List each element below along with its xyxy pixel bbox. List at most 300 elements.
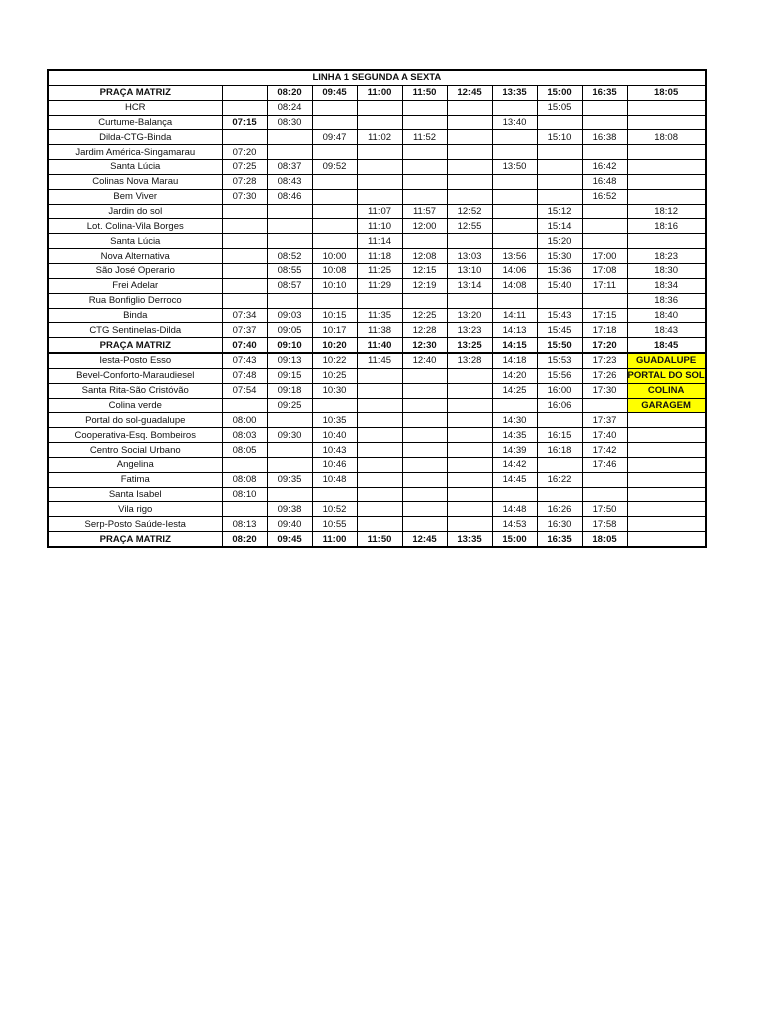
time-cell — [402, 487, 447, 502]
time-cell — [537, 293, 582, 308]
time-cell: 08:00 — [222, 413, 267, 428]
time-cell — [267, 204, 312, 219]
time-cell — [357, 443, 402, 458]
time-cell — [312, 398, 357, 413]
time-cell: 15:12 — [537, 204, 582, 219]
time-cell: 10:55 — [312, 517, 357, 532]
time-cell — [447, 472, 492, 487]
time-cell — [447, 383, 492, 398]
header-time: 15:00 — [537, 85, 582, 100]
time-cell — [357, 293, 402, 308]
header-time: 18:05 — [627, 85, 706, 100]
time-cell: 17:26 — [582, 368, 627, 383]
time-cell — [402, 517, 447, 532]
time-cell: 14:35 — [492, 428, 537, 443]
time-cell: 09:38 — [267, 502, 312, 517]
time-cell — [267, 457, 312, 472]
time-cell — [447, 398, 492, 413]
time-cell — [402, 160, 447, 175]
time-cell — [537, 487, 582, 502]
time-cell: 13:03 — [447, 249, 492, 264]
table-row — [48, 249, 706, 264]
time-cell: 07:30 — [222, 189, 267, 204]
time-cell — [492, 219, 537, 234]
time-cell — [447, 368, 492, 383]
header-row — [48, 85, 706, 100]
time-cell: 10:15 — [312, 308, 357, 323]
time-cell — [267, 443, 312, 458]
time-cell — [357, 398, 402, 413]
time-cell — [447, 160, 492, 175]
time-cell: 11:02 — [357, 130, 402, 145]
header-stop: PRAÇA MATRIZ — [48, 85, 222, 100]
time-cell — [312, 219, 357, 234]
destination-badge: GUADALUPE — [627, 353, 706, 368]
stop-name: Jardin do sol — [48, 204, 222, 219]
time-cell — [447, 100, 492, 115]
time-cell — [402, 472, 447, 487]
time-cell — [627, 443, 706, 458]
time-cell: 08:37 — [267, 160, 312, 175]
time-cell: 12:28 — [402, 323, 447, 338]
time-cell: 14:53 — [492, 517, 537, 532]
time-cell — [357, 100, 402, 115]
time-cell — [357, 383, 402, 398]
time-cell — [402, 457, 447, 472]
table-row — [48, 487, 706, 502]
time-cell: 15:43 — [537, 308, 582, 323]
time-cell: 12:55 — [447, 219, 492, 234]
time-cell — [402, 174, 447, 189]
time-cell — [627, 532, 706, 547]
time-cell — [537, 189, 582, 204]
time-cell: 14:06 — [492, 263, 537, 278]
time-cell: 16:38 — [582, 130, 627, 145]
table-row — [48, 517, 706, 532]
time-cell — [267, 130, 312, 145]
time-cell: 17:30 — [582, 383, 627, 398]
time-cell: 09:40 — [267, 517, 312, 532]
time-cell: 12:45 — [402, 532, 447, 547]
table-row — [48, 532, 706, 547]
time-cell: 14:45 — [492, 472, 537, 487]
time-cell: 18:34 — [627, 278, 706, 293]
time-cell — [402, 368, 447, 383]
time-cell: 18:16 — [627, 219, 706, 234]
header-time: 12:45 — [447, 85, 492, 100]
time-cell — [402, 100, 447, 115]
time-cell: 15:14 — [537, 219, 582, 234]
time-cell: 08:52 — [267, 249, 312, 264]
table-row — [48, 115, 706, 130]
time-cell — [222, 278, 267, 293]
time-cell — [312, 293, 357, 308]
time-cell — [357, 472, 402, 487]
stop-name: Colinas Nova Marau — [48, 174, 222, 189]
time-cell: 10:17 — [312, 323, 357, 338]
table-row — [48, 383, 706, 398]
time-cell: 10:30 — [312, 383, 357, 398]
time-cell: 17:18 — [582, 323, 627, 338]
time-cell: 14:30 — [492, 413, 537, 428]
header-time — [222, 85, 267, 100]
time-cell: 16:06 — [537, 398, 582, 413]
time-cell: 09:03 — [267, 308, 312, 323]
time-cell — [402, 398, 447, 413]
time-cell — [627, 234, 706, 249]
time-cell — [537, 457, 582, 472]
time-cell: 09:13 — [267, 353, 312, 368]
time-cell: 17:37 — [582, 413, 627, 428]
time-cell: 14:11 — [492, 308, 537, 323]
time-cell: 14:15 — [492, 338, 537, 353]
time-cell: 16:18 — [537, 443, 582, 458]
header-time: 09:45 — [312, 85, 357, 100]
time-cell: 16:48 — [582, 174, 627, 189]
time-cell: 15:10 — [537, 130, 582, 145]
time-cell: 13:23 — [447, 323, 492, 338]
time-cell: 08:24 — [267, 100, 312, 115]
table-row — [48, 323, 706, 338]
time-cell — [492, 189, 537, 204]
time-cell — [447, 130, 492, 145]
time-cell: 08:05 — [222, 443, 267, 458]
time-cell: 08:46 — [267, 189, 312, 204]
time-cell: 18:40 — [627, 308, 706, 323]
time-cell — [582, 100, 627, 115]
table-row — [48, 160, 706, 175]
time-cell: 09:30 — [267, 428, 312, 443]
stop-name: Colina verde — [48, 398, 222, 413]
time-cell: 09:05 — [267, 323, 312, 338]
time-cell — [357, 115, 402, 130]
table-row — [48, 278, 706, 293]
time-cell: 14:39 — [492, 443, 537, 458]
time-cell — [627, 174, 706, 189]
time-cell — [627, 457, 706, 472]
time-cell: 08:08 — [222, 472, 267, 487]
time-cell — [537, 160, 582, 175]
time-cell: 11:29 — [357, 278, 402, 293]
time-cell — [492, 100, 537, 115]
stop-name: Bem Viver — [48, 189, 222, 204]
time-cell: 13:35 — [447, 532, 492, 547]
time-cell: 13:56 — [492, 249, 537, 264]
stop-name: Binda — [48, 308, 222, 323]
table-row — [48, 204, 706, 219]
stop-name: Santa Isabel — [48, 487, 222, 502]
table-row — [48, 189, 706, 204]
time-cell: 15:05 — [537, 100, 582, 115]
time-cell — [312, 189, 357, 204]
time-cell — [582, 472, 627, 487]
time-cell: 11:07 — [357, 204, 402, 219]
time-cell — [447, 457, 492, 472]
time-cell: 10:48 — [312, 472, 357, 487]
stop-name: Serp-Posto Saúde-Iesta — [48, 517, 222, 532]
destination-badge: GARAGEM — [627, 398, 706, 413]
time-cell: 17:58 — [582, 517, 627, 532]
time-cell: 07:37 — [222, 323, 267, 338]
time-cell: 18:30 — [627, 263, 706, 278]
table-row — [48, 413, 706, 428]
time-cell — [402, 234, 447, 249]
time-cell: 17:23 — [582, 353, 627, 368]
time-cell: 14:08 — [492, 278, 537, 293]
time-cell — [627, 502, 706, 517]
destination-badge: COLINA — [627, 383, 706, 398]
table-row — [48, 174, 706, 189]
title-row — [48, 70, 706, 85]
time-cell: 12:19 — [402, 278, 447, 293]
time-cell: 14:42 — [492, 457, 537, 472]
time-cell: 12:40 — [402, 353, 447, 368]
time-cell: 14:48 — [492, 502, 537, 517]
schedule-table — [47, 69, 707, 548]
time-cell — [222, 100, 267, 115]
stop-name: Santa Rita-São Cristóvão — [48, 383, 222, 398]
time-cell — [627, 189, 706, 204]
time-cell — [627, 472, 706, 487]
time-cell — [402, 293, 447, 308]
time-cell — [357, 368, 402, 383]
header-time: 08:20 — [267, 85, 312, 100]
time-cell — [627, 428, 706, 443]
time-cell — [222, 263, 267, 278]
time-cell: 17:50 — [582, 502, 627, 517]
stop-name: Jardim América-Singamarau — [48, 145, 222, 160]
time-cell: 12:08 — [402, 249, 447, 264]
stop-name: Santa Lúcia — [48, 160, 222, 175]
time-cell — [492, 145, 537, 160]
time-cell: 18:05 — [582, 532, 627, 547]
header-time: 11:50 — [402, 85, 447, 100]
time-cell: 18:45 — [627, 338, 706, 353]
time-cell — [537, 174, 582, 189]
time-cell: 17:20 — [582, 338, 627, 353]
table-row — [48, 234, 706, 249]
time-cell — [492, 234, 537, 249]
time-cell — [222, 204, 267, 219]
header-time: 13:35 — [492, 85, 537, 100]
table-row — [48, 457, 706, 472]
time-cell — [447, 234, 492, 249]
time-cell — [492, 398, 537, 413]
time-cell — [357, 160, 402, 175]
time-cell: 12:15 — [402, 263, 447, 278]
destination-badge: PORTAL DO SOL — [627, 370, 705, 382]
time-cell — [627, 413, 706, 428]
stop-name: Curtume-Balança — [48, 115, 222, 130]
schedule-body — [48, 70, 706, 547]
time-cell: 08:03 — [222, 428, 267, 443]
time-cell — [492, 130, 537, 145]
time-cell — [222, 502, 267, 517]
time-cell: 08:55 — [267, 263, 312, 278]
time-cell: 15:20 — [537, 234, 582, 249]
time-cell: 15:53 — [537, 353, 582, 368]
time-cell: 15:56 — [537, 368, 582, 383]
time-cell: 17:46 — [582, 457, 627, 472]
time-cell: 16:42 — [582, 160, 627, 175]
time-cell: 10:20 — [312, 338, 357, 353]
time-cell — [222, 457, 267, 472]
time-cell — [222, 293, 267, 308]
time-cell: 08:57 — [267, 278, 312, 293]
time-cell — [267, 293, 312, 308]
stop-name: PRAÇA MATRIZ — [48, 338, 222, 353]
time-cell — [402, 145, 447, 160]
time-cell: 12:30 — [402, 338, 447, 353]
time-cell — [447, 517, 492, 532]
stop-name: Vila rigo — [48, 502, 222, 517]
time-cell: 11:50 — [357, 532, 402, 547]
time-cell — [447, 487, 492, 502]
time-cell: 10:46 — [312, 457, 357, 472]
time-cell — [582, 145, 627, 160]
time-cell: 16:22 — [537, 472, 582, 487]
time-cell: 08:30 — [267, 115, 312, 130]
stop-name: Angelina — [48, 457, 222, 472]
time-cell: 15:00 — [492, 532, 537, 547]
time-cell — [537, 115, 582, 130]
time-cell — [492, 174, 537, 189]
time-cell: 13:28 — [447, 353, 492, 368]
time-cell: 07:25 — [222, 160, 267, 175]
time-cell: 10:10 — [312, 278, 357, 293]
time-cell — [582, 219, 627, 234]
table-row — [48, 293, 706, 308]
time-cell: 16:00 — [537, 383, 582, 398]
time-cell — [222, 398, 267, 413]
time-cell — [402, 383, 447, 398]
time-cell: 11:52 — [402, 130, 447, 145]
time-cell — [312, 234, 357, 249]
time-cell — [537, 145, 582, 160]
time-cell: 15:40 — [537, 278, 582, 293]
time-cell: 09:35 — [267, 472, 312, 487]
time-cell — [402, 115, 447, 130]
time-cell: 11:35 — [357, 308, 402, 323]
time-cell: 14:20 — [492, 368, 537, 383]
time-cell — [312, 115, 357, 130]
time-cell — [357, 487, 402, 502]
table-row — [48, 308, 706, 323]
stop-name: Centro Social Urbano — [48, 443, 222, 458]
table-row — [48, 428, 706, 443]
time-cell: 11:57 — [402, 204, 447, 219]
stop-name: CTG Sentinelas-Dilda — [48, 323, 222, 338]
time-cell: 18:36 — [627, 293, 706, 308]
time-cell: 07:20 — [222, 145, 267, 160]
time-cell — [582, 293, 627, 308]
stop-name: Nova Alternativa — [48, 249, 222, 264]
time-cell: 08:10 — [222, 487, 267, 502]
time-cell — [627, 100, 706, 115]
time-cell — [312, 145, 357, 160]
time-cell — [627, 145, 706, 160]
time-cell: 16:35 — [537, 532, 582, 547]
time-cell — [357, 413, 402, 428]
time-cell: 09:47 — [312, 130, 357, 145]
time-cell: 12:00 — [402, 219, 447, 234]
table-row — [48, 472, 706, 487]
table-row — [48, 398, 706, 413]
time-cell: 10:43 — [312, 443, 357, 458]
time-cell: 16:30 — [537, 517, 582, 532]
time-cell: 17:11 — [582, 278, 627, 293]
time-cell: 07:34 — [222, 308, 267, 323]
time-cell — [267, 413, 312, 428]
time-cell: 07:48 — [222, 368, 267, 383]
time-cell: 10:52 — [312, 502, 357, 517]
time-cell: 09:25 — [267, 398, 312, 413]
time-cell: 11:38 — [357, 323, 402, 338]
time-cell: 13:14 — [447, 278, 492, 293]
time-cell — [447, 115, 492, 130]
table-row — [48, 368, 706, 383]
time-cell: 18:12 — [627, 204, 706, 219]
time-cell: 10:40 — [312, 428, 357, 443]
time-cell — [357, 457, 402, 472]
table-row — [48, 219, 706, 234]
time-cell: 17:15 — [582, 308, 627, 323]
time-cell: 07:15 — [222, 115, 267, 130]
time-cell — [537, 413, 582, 428]
stop-name: Bevel-Conforto-Maraudiesel — [48, 368, 222, 383]
time-cell: 16:15 — [537, 428, 582, 443]
time-cell: 09:10 — [267, 338, 312, 353]
time-cell: 15:30 — [537, 249, 582, 264]
time-cell: 11:18 — [357, 249, 402, 264]
table-row — [48, 353, 706, 368]
time-cell: 17:42 — [582, 443, 627, 458]
stop-name: São José Operario — [48, 263, 222, 278]
stop-name: PRAÇA MATRIZ — [48, 532, 222, 547]
stop-name: Lot. Colina-Vila Borges — [48, 219, 222, 234]
time-cell — [582, 204, 627, 219]
stop-name: Cooperativa-Esq. Bombeiros — [48, 428, 222, 443]
time-cell — [402, 189, 447, 204]
time-cell — [447, 145, 492, 160]
time-cell — [492, 293, 537, 308]
time-cell: 08:20 — [222, 532, 267, 547]
time-cell — [447, 443, 492, 458]
time-cell: 11:45 — [357, 353, 402, 368]
time-cell: 18:23 — [627, 249, 706, 264]
time-cell — [357, 517, 402, 532]
time-cell: 18:43 — [627, 323, 706, 338]
time-cell: 11:10 — [357, 219, 402, 234]
time-cell: 16:52 — [582, 189, 627, 204]
time-cell — [357, 174, 402, 189]
time-cell: 13:10 — [447, 263, 492, 278]
time-cell — [447, 293, 492, 308]
time-cell: 09:52 — [312, 160, 357, 175]
stop-name: Iesta-Posto Esso — [48, 353, 222, 368]
time-cell: 08:43 — [267, 174, 312, 189]
time-cell: 14:13 — [492, 323, 537, 338]
time-cell: 07:28 — [222, 174, 267, 189]
time-cell — [492, 487, 537, 502]
time-cell — [447, 428, 492, 443]
time-cell: 09:18 — [267, 383, 312, 398]
time-cell — [267, 219, 312, 234]
time-cell: 17:40 — [582, 428, 627, 443]
time-cell — [222, 234, 267, 249]
schedule-title: LINHA 1 SEGUNDA A SEXTA — [48, 70, 706, 85]
stop-name: Dilda-CTG-Binda — [48, 130, 222, 145]
